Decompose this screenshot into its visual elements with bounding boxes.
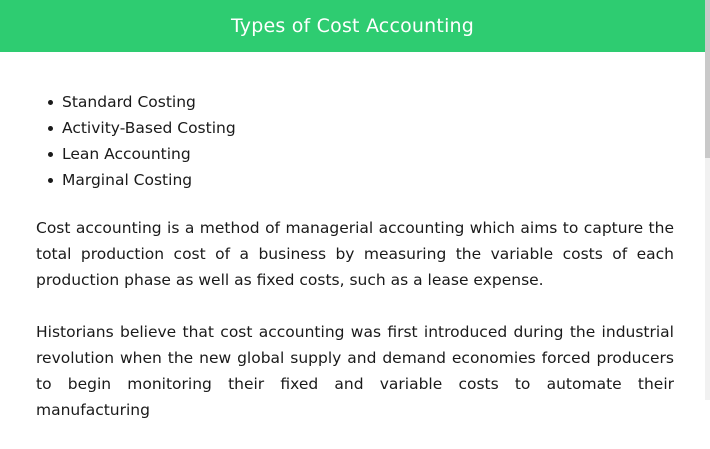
list-item [62, 89, 674, 115]
list-item [62, 115, 674, 141]
article-content [36, 89, 674, 449]
list-item-label: Lean Accounting [62, 145, 191, 163]
scrollbar-thumb[interactable] [705, 0, 710, 158]
paragraph-definition: Cost accounting is a method of managerial accounting which aims to capture the total production cost of a business by measuring the variable costs of each production phase as well as fixed costs, such as a lease expense. [36, 219, 674, 289]
bullet-icon [48, 178, 53, 183]
list-item-label: Standard Costing [62, 93, 196, 111]
list-item-label: Marginal Costing [62, 171, 193, 189]
list-item [62, 141, 674, 167]
bullet-icon [48, 126, 53, 131]
header-bar [0, 0, 705, 52]
page-title: Types of Cost Accounting [230, 15, 475, 37]
list-item [62, 167, 674, 193]
paragraph-history: Historians believe that cost accounting was first introduced during the industrial revolution when the new global supply and demand economies forced producers to begin monitoring their fixed and variable costs to automate their manufacturing [36, 323, 674, 419]
cost-types-list [36, 89, 674, 193]
bullet-icon [48, 100, 53, 105]
list-item-label: Activity-Based Costing [62, 119, 236, 137]
bullet-icon [48, 152, 53, 157]
